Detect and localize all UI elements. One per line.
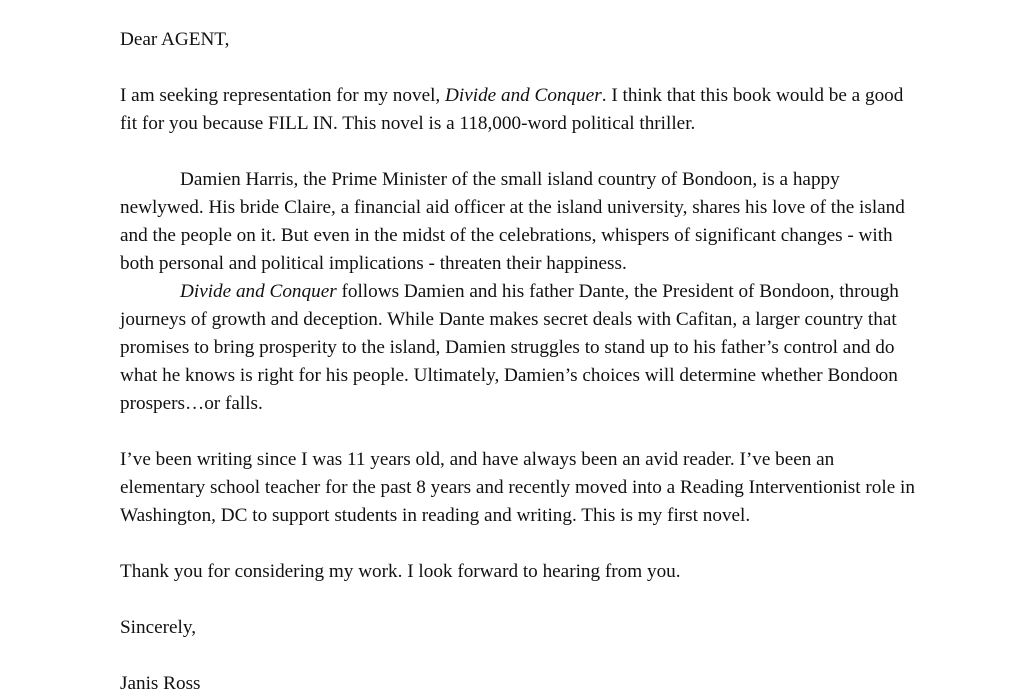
intro-paragraph	[120, 82, 920, 138]
synopsis	[120, 166, 920, 418]
closing-line: Thank you for considering my work. I look forward to hearing from you.	[120, 561, 681, 582]
synopsis-paragraph-2-text: follows Damien and his father Dante, the President of Bondoon, through journeys of growth and deception. While Dante makes secret deals with Cafitan, a larger country that promises to bring prosperity to the island, Damien struggles to stand up to his father’s control and do what he knows is right for his people. Ultimately, Damien’s choices will determine whether Bondoon prospers…or falls.	[120, 281, 899, 414]
sign-off: Sincerely,	[120, 617, 197, 638]
novel-title: Divide and Conquer	[445, 85, 602, 106]
intro-after-title: . I think that this book would be a good fit for you because FILL IN. This novel is a 118,000-word political thriller.	[120, 85, 904, 134]
synopsis-novel-title: Divide and Conquer	[180, 281, 337, 302]
author-signature: Janis Ross	[120, 673, 201, 694]
query-letter	[120, 26, 920, 698]
greeting: Dear AGENT,	[120, 29, 230, 50]
intro-before-title: I am seeking representation for my novel,	[120, 85, 446, 106]
synopsis-paragraph-1: Damien Harris, the Prime Minister of the small island country of Bondoon, is a happy newlywed. His bride Claire, a financial aid officer at the island university, shares his love of the island and the people on it. But even in the midst of the celebrations, whispers of significant changes - with both personal and political implications - threaten their happiness.	[120, 169, 905, 274]
author-bio: I’ve been writing since I was 11 years old, and have always been an avid reader. I’ve been an elementary school teacher for the past 8 years and recently moved into a Reading Interventionist role in Washington, DC to support students in reading and writing. This is my first novel.	[120, 449, 915, 526]
synopsis-paragraph-2	[120, 278, 920, 418]
